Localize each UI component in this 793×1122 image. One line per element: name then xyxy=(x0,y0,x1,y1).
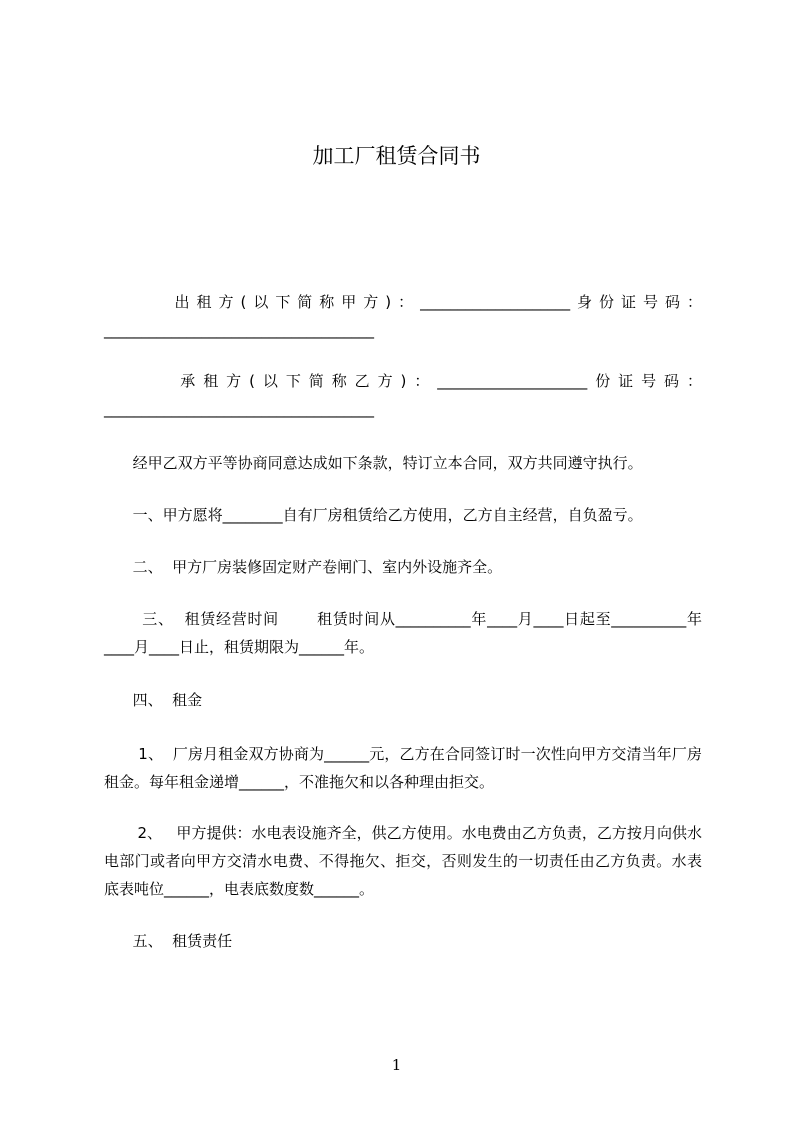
document-title: 加工厂租赁合同书 xyxy=(312,144,481,168)
clause-5-heading: 五、 租赁责任 xyxy=(104,932,233,950)
lessee-line: 承租方(以下简称乙方)：____________________份证号码：____________________________________ xyxy=(104,372,702,418)
lessor-line: 出租方(以下简称甲方)：____________________身份证号码：____________________________________ xyxy=(104,293,702,339)
clause-4-heading: 四、 租金 xyxy=(104,691,203,709)
clause-2: 二、 甲方厂房装修固定财产卷闸门、室内外设施齐全。 xyxy=(104,558,503,576)
preamble-paragraph: 经甲乙双方平等协商同意达成如下条款，特订立本合同，双方共同遵守执行。 xyxy=(104,454,643,472)
page-number: 1 xyxy=(391,1056,402,1074)
clause-1: 一、甲方愿将________自有厂房租赁给乙方使用，乙方自主经营，自负盈亏。 xyxy=(104,506,643,524)
clause-4-item-1: 1、 厂房月租金双方协商为______元，乙方在合同签订时一次性向甲方交清当年厂房租金。每年租金递增______，不准拖欠和以各种理由拒交。 xyxy=(104,745,702,791)
clause-3: 三、 租赁经营时间 租赁时间从__________年____月____日起至__________年____月____日止，租赁期限为______年。 xyxy=(104,610,702,656)
clause-4-item-2: 2、 甲方提供：水电表设施齐全，供乙方使用。水电费由乙方负责，乙方按月向供水电部门或者向甲方交清水电费、不得拖欠、拒交，否则发生的一切责任由乙方负责。水表底表吨位______，电表底数度数______。 xyxy=(104,824,702,898)
